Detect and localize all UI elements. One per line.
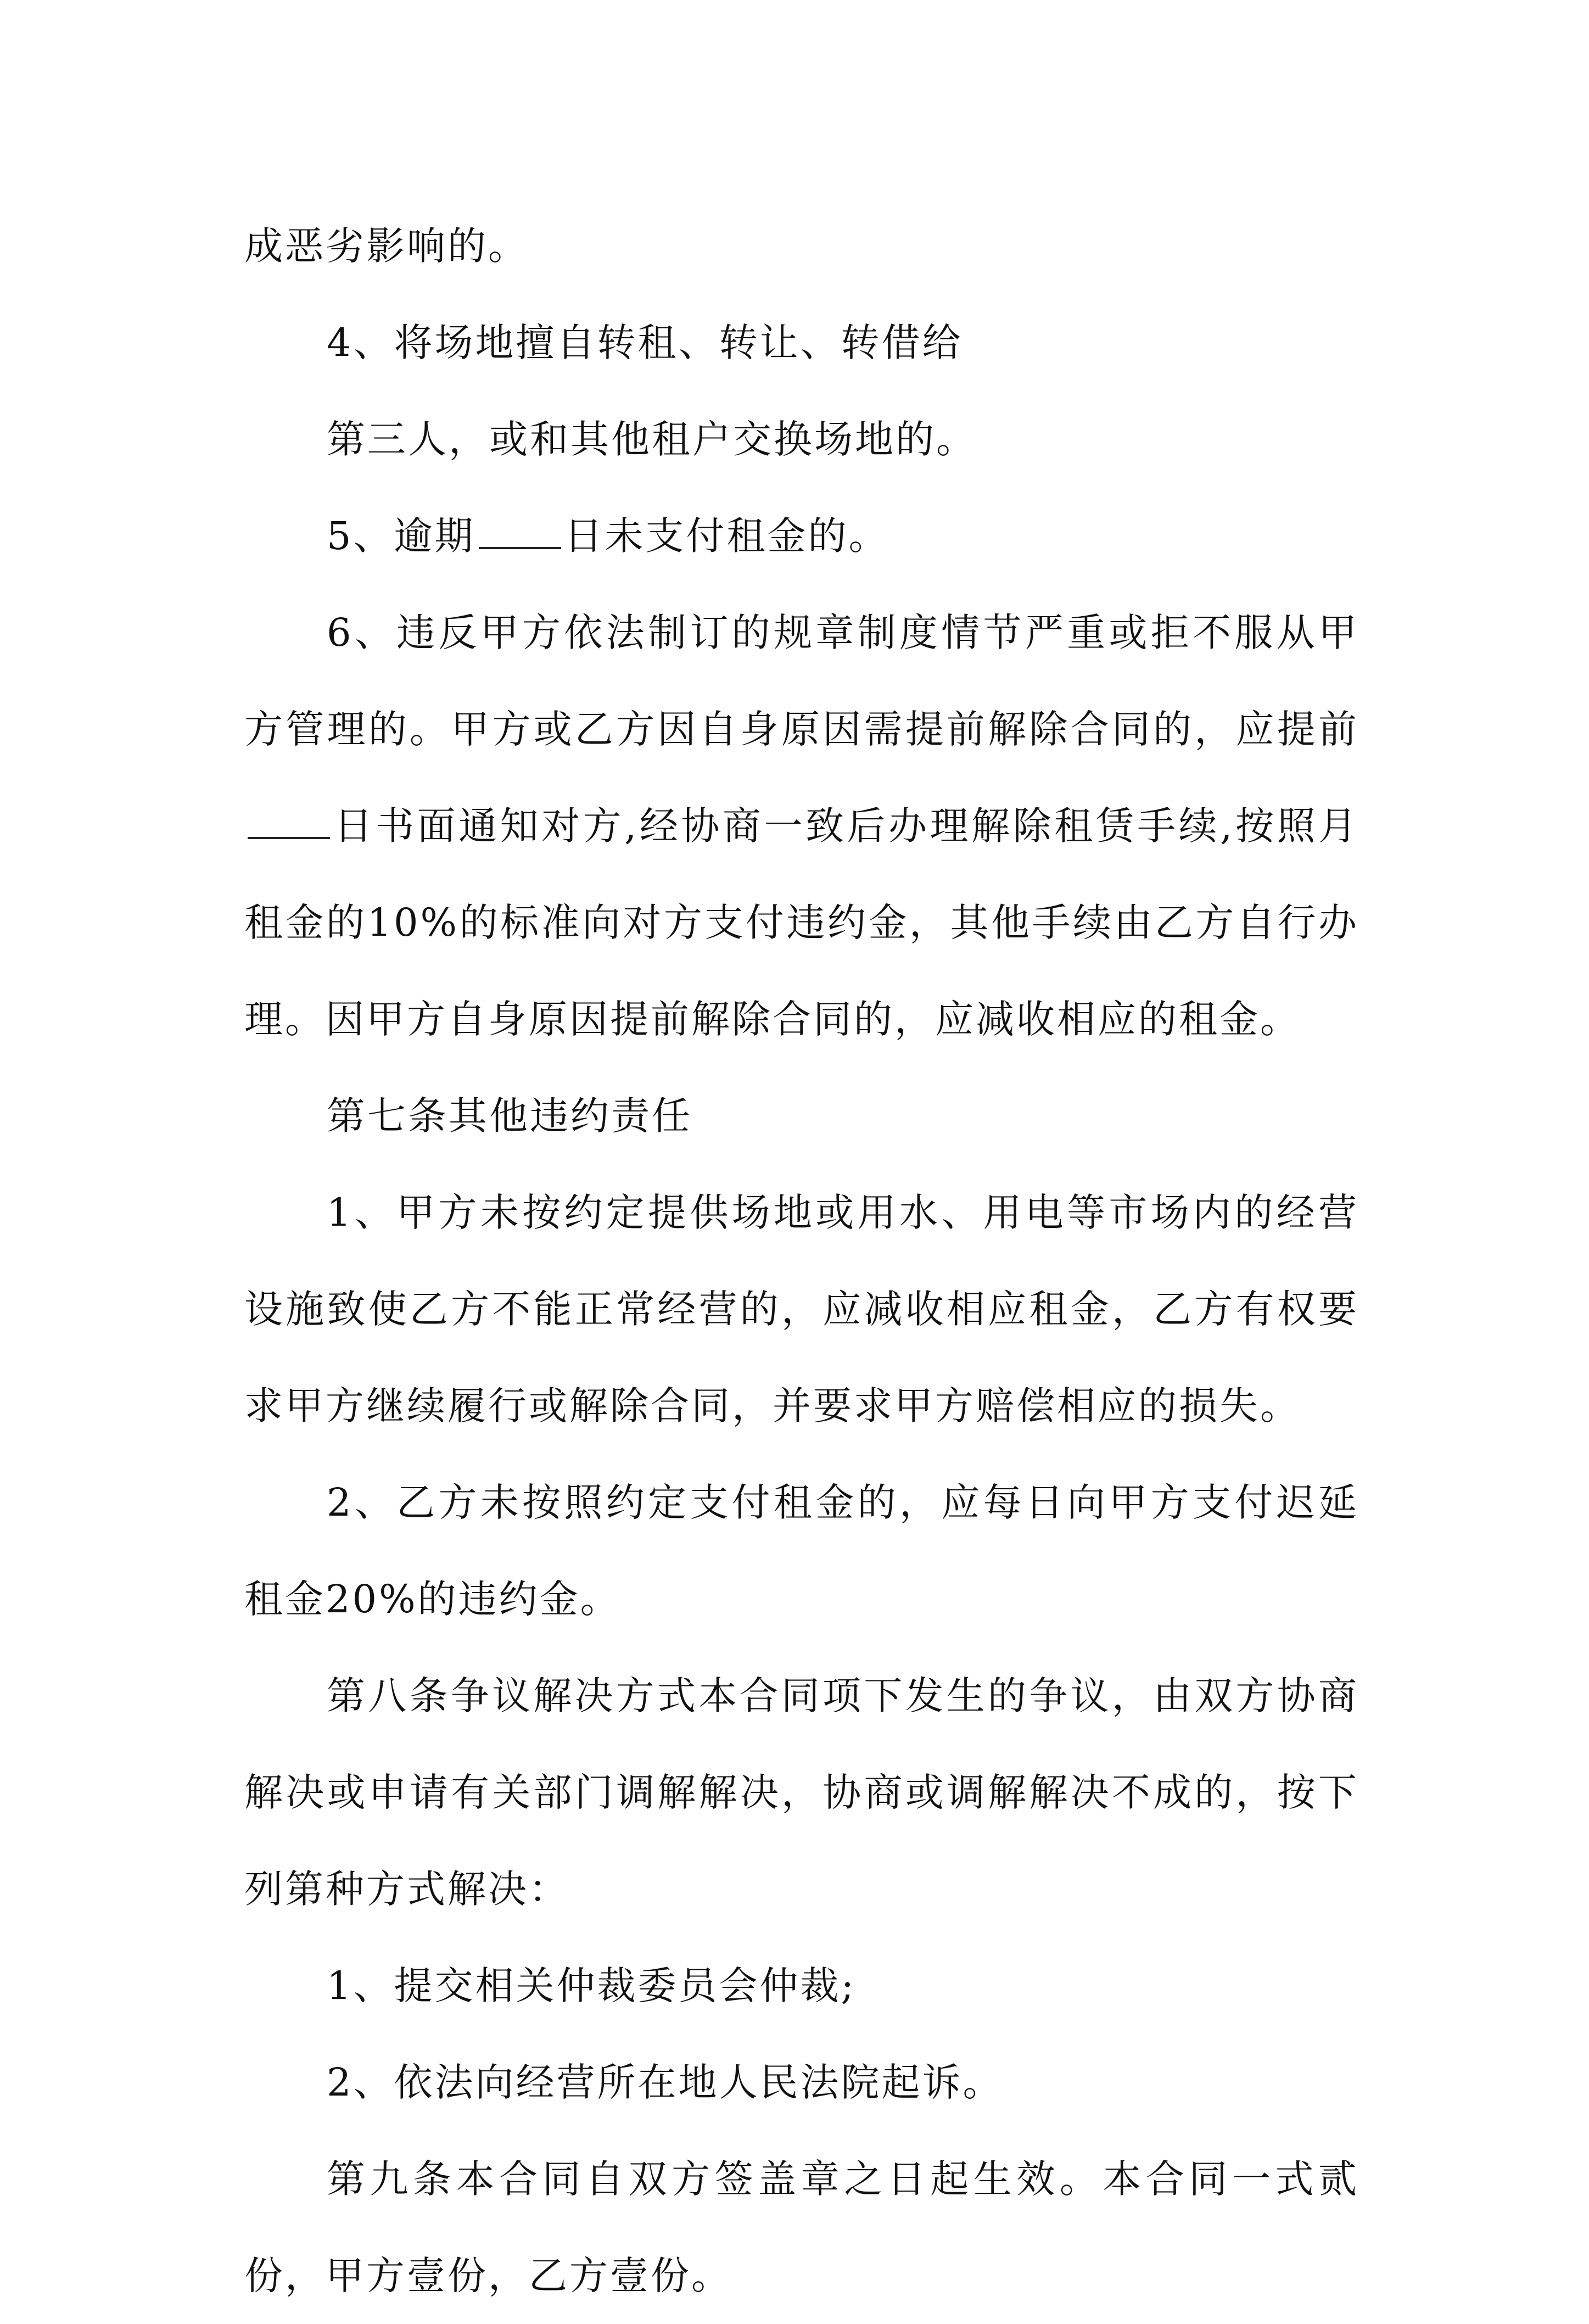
paragraph-item-4: 4、将场地擅自转租、转让、转借给 — [327, 320, 963, 365]
blank-days-overdue — [479, 546, 561, 549]
paragraph-article-7-item-2: 2、乙方未按照约定支付租金的，应每日向甲方支付迟延租金20%的违约金。 — [244, 1480, 1359, 1622]
paragraph-item-4-cont: 第三人，或和其他租户交换场地的。 — [327, 417, 977, 462]
document-body — [244, 198, 1359, 2324]
blank-notice-days — [248, 836, 330, 839]
item-5-before: 5、逾期 — [327, 513, 475, 558]
item-6-before: 6、违反甲方依法制订的规章制度情节严重或拒不服从甲方管理的。甲方或乙方因自身原因需提前解除合同的，应提前 — [244, 610, 1359, 752]
paragraph-item-5 — [244, 488, 1359, 584]
paragraph-article-7-item-1: 1、甲方未按约定提供场地或用水、用电等市场内的经营设施致使乙方不能正常经营的，应减收相应租金，乙方有权要求甲方继续履行或解除合同，并要求甲方赔偿相应的损失。 — [244, 1190, 1359, 1428]
paragraph-article-9: 第九条本合同自双方签盖章之日起生效。本合同一式贰份，甲方壹份，乙方壹份。 — [244, 2157, 1359, 2298]
heading-article-7: 第七条其他违约责任 — [327, 1093, 692, 1138]
item-6-after: 日书面通知对方,经协商一致后办理解除租赁手续,按照月租金的10%的标准向对方支付违约金，其他手续由乙方自行办理。因甲方自身原因提前解除合同的，应减收相应的租金。 — [244, 803, 1359, 1042]
paragraph-continuation: 成恶劣影响的。 — [244, 224, 529, 269]
paragraph-article-8-item-2: 2、依法向经营所在地人民法院起诉。 — [327, 2060, 1004, 2105]
item-5-after: 日未支付租金的。 — [564, 513, 889, 558]
paragraph-article-8: 第八条争议解决方式本合同项下发生的争议，由双方协商解决或申请有关部门调解解决，协商或调解解决不成的，按下列第种方式解决： — [244, 1673, 1359, 1912]
paragraph-article-8-item-1: 1、提交相关仲裁委员会仲裁; — [327, 1963, 857, 2008]
paragraph-item-6 — [244, 584, 1359, 1068]
